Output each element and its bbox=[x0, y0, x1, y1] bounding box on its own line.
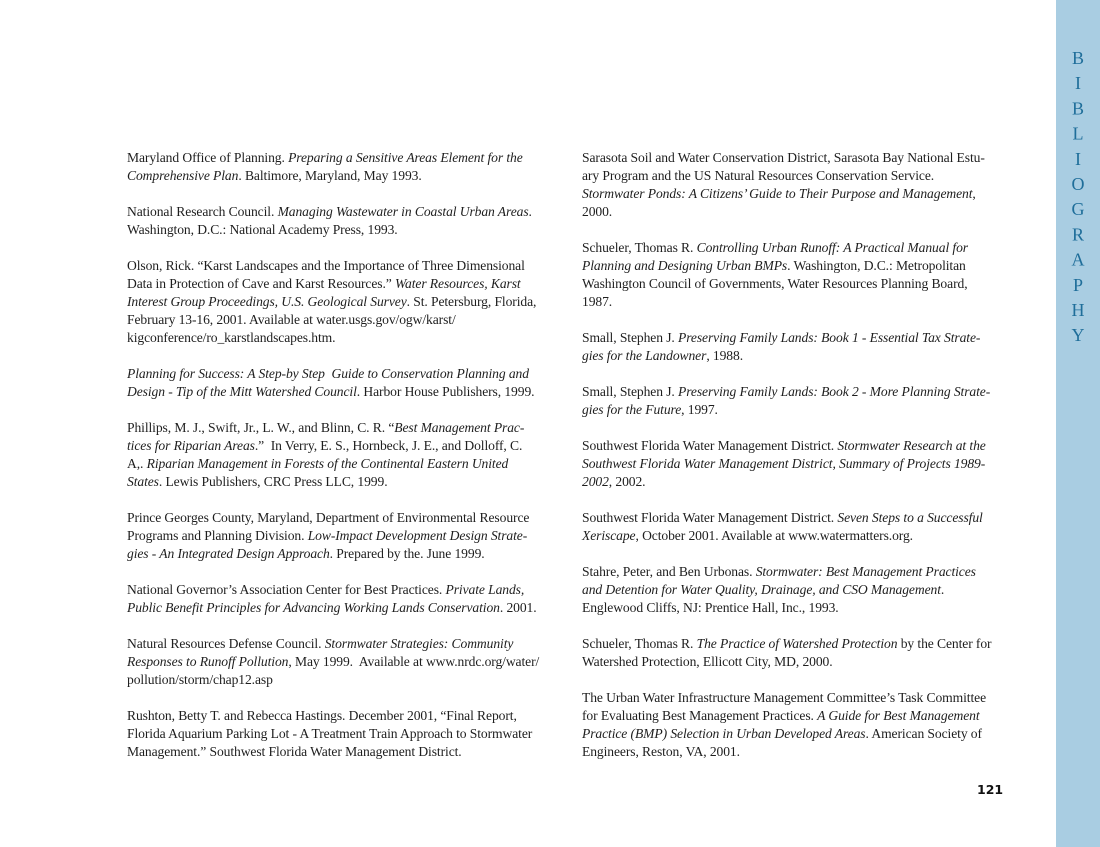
entry-line bbox=[127, 203, 567, 221]
entry-line bbox=[127, 653, 567, 671]
entry-line bbox=[582, 689, 1022, 707]
entry-line bbox=[127, 455, 567, 473]
entry-line bbox=[127, 311, 567, 329]
entry-title-text: gies - An Integrated Design Approach bbox=[127, 546, 330, 561]
bibliography-entry bbox=[582, 689, 1022, 761]
entry-title-text: tices for Riparian Areas bbox=[127, 438, 255, 453]
entry-title-text: Planning and Designing Urban BMPs bbox=[582, 258, 788, 273]
bibliography-entry bbox=[127, 707, 567, 761]
entry-title-text: Preserving Family Lands: Book 2 - More Planning Strate- bbox=[678, 384, 991, 399]
entry-line bbox=[582, 347, 1022, 365]
entry-line bbox=[127, 509, 567, 527]
entry-line bbox=[127, 527, 567, 545]
entry-line bbox=[127, 383, 567, 401]
entry-text: , 1997. bbox=[681, 402, 718, 417]
entry-spacer bbox=[127, 617, 567, 635]
entry-spacer bbox=[582, 311, 1022, 329]
entry-title-text: Seven Steps to a Successful bbox=[837, 510, 983, 525]
bibliography-entry bbox=[127, 419, 567, 491]
entry-title-text: Comprehensive Plan bbox=[127, 168, 239, 183]
entry-text: Watershed Protection, Ellicott City, MD, 2000. bbox=[582, 654, 833, 669]
entry-text: The Urban Water Infrastructure Management Committee’s Task Committee bbox=[582, 690, 987, 705]
entry-text: .” In Verry, E. S., Hornbeck, J. E., and Dolloff, C. bbox=[254, 438, 523, 453]
entry-line bbox=[127, 221, 567, 239]
entry-line bbox=[582, 707, 1022, 725]
entry-line bbox=[127, 275, 567, 293]
entry-line bbox=[582, 455, 1022, 473]
bibliography-entry bbox=[582, 239, 1022, 311]
entry-line bbox=[582, 275, 1022, 293]
entry-text: February 13-16, 2001. Available at water.usgs.gov/ogw/karst/ bbox=[127, 312, 456, 327]
entry-title-text: Stormwater: Best Management Practices bbox=[755, 564, 976, 579]
bibliography-entry bbox=[127, 257, 567, 347]
entry-title-text: Riparian Management in Forests of the Continental Eastern United bbox=[146, 456, 509, 471]
entry-spacer bbox=[127, 563, 567, 581]
entry-text: . Harbor House Publishers, 1999. bbox=[356, 384, 535, 399]
left-column bbox=[127, 149, 567, 761]
entry-title-text: and Detention for Water Quality, Drainage, and CSO Management bbox=[582, 582, 941, 597]
bibliography-entry bbox=[127, 365, 567, 401]
entry-text: Stahre, Peter, and Ben Urbonas. bbox=[582, 564, 756, 579]
entry-spacer bbox=[127, 689, 567, 707]
entry-title-text: Design - Tip of the Mitt Watershed Council bbox=[127, 384, 357, 399]
entry-line bbox=[127, 635, 567, 653]
entry-line bbox=[582, 401, 1022, 419]
entry-title-text: Stormwater Research at the bbox=[837, 438, 986, 453]
entry-line bbox=[127, 743, 567, 761]
entry-text: A,. bbox=[127, 456, 147, 471]
bibliography-entry bbox=[582, 383, 1022, 419]
entry-text: Maryland Office of Planning. bbox=[127, 150, 289, 165]
entry-text: . Prepared by the. June 1999. bbox=[329, 546, 485, 561]
entry-title-text: Southwest Florida Water Management District, Summary of Projects 1989- bbox=[582, 456, 986, 471]
entry-text: Small, Stephen J. bbox=[582, 330, 678, 345]
entry-line bbox=[582, 185, 1022, 203]
entry-text: , 2002. bbox=[608, 474, 646, 489]
entry-text: , bbox=[972, 186, 976, 201]
entry-title-text: The Practice of Watershed Protection bbox=[696, 636, 898, 651]
entry-spacer bbox=[127, 185, 567, 203]
entry-text: . 2001. bbox=[499, 600, 537, 615]
entry-title-text: 2002 bbox=[582, 474, 609, 489]
entry-line bbox=[127, 329, 567, 347]
entry-line bbox=[582, 239, 1022, 257]
entry-title-text: Public Benefit Principles for Advancing Working Lands Conservation bbox=[127, 600, 500, 615]
bibliography-entry bbox=[127, 581, 567, 617]
entry-title-text: Managing Wastewater in Coastal Urban Areas bbox=[277, 204, 529, 219]
entry-title-text: States bbox=[127, 474, 159, 489]
entry-text: Natural Resources Defense Council. bbox=[127, 636, 325, 651]
entry-title-text: Practice (BMP) Selection in Urban Developed Areas bbox=[582, 726, 866, 741]
entry-spacer bbox=[127, 347, 567, 365]
entry-line bbox=[127, 293, 567, 311]
entry-line bbox=[127, 437, 567, 455]
entry-line bbox=[127, 671, 567, 689]
entry-title-text: Controlling Urban Runoff: A Practical Manual for bbox=[696, 240, 968, 255]
entry-title-text: A Guide for Best Management bbox=[817, 708, 980, 723]
entry-text: 2000. bbox=[582, 204, 613, 219]
section-sidebar bbox=[1056, 0, 1100, 847]
entry-text: Rushton, Betty T. and Rebecca Hastings. December 2001, “Final Report, bbox=[127, 708, 517, 723]
bibliography-entry bbox=[127, 203, 567, 239]
entry-text: National Governor’s Association Center for Best Practices. bbox=[127, 582, 446, 597]
entry-line bbox=[582, 437, 1022, 455]
bibliography-entry bbox=[582, 149, 1022, 221]
entry-line bbox=[127, 581, 567, 599]
section-title: BIBLIOGRAPHY bbox=[1068, 48, 1088, 351]
entry-line bbox=[582, 203, 1022, 221]
entry-spacer bbox=[127, 401, 567, 419]
entry-text: . bbox=[528, 204, 532, 219]
entry-text: Washington, D.C.: National Academy Press, 1993. bbox=[127, 222, 398, 237]
entry-title-text: Stormwater Ponds: A Citizens’ Guide to Their Purpose and Management bbox=[582, 186, 973, 201]
entry-spacer bbox=[127, 491, 567, 509]
entry-text: Programs and Planning Division. bbox=[127, 528, 308, 543]
entry-text: Englewood Cliffs, NJ: Prentice Hall, Inc., 1993. bbox=[582, 600, 839, 615]
entry-line bbox=[582, 563, 1022, 581]
entry-text: by the Center for bbox=[897, 636, 992, 651]
entry-text: , May 1999. Available at www.nrdc.org/water/ bbox=[288, 654, 540, 669]
entry-line bbox=[127, 149, 567, 167]
entry-text: National Research Council. bbox=[127, 204, 278, 219]
entry-spacer bbox=[582, 545, 1022, 563]
entry-line bbox=[582, 599, 1022, 617]
bibliography-entry bbox=[582, 329, 1022, 365]
entry-text: , 1988. bbox=[706, 348, 743, 363]
entry-text: Sarasota Soil and Water Conservation District, Sarasota Bay National Estu- bbox=[582, 150, 985, 165]
entry-line bbox=[127, 419, 567, 437]
entry-title-text: Responses to Runoff Pollution bbox=[127, 654, 289, 669]
entry-text: Engineers, Reston, VA, 2001. bbox=[582, 744, 740, 759]
entry-title-text: Best Management Prac- bbox=[394, 420, 525, 435]
entry-spacer bbox=[582, 221, 1022, 239]
entry-title-text: Low-Impact Development Design Strate- bbox=[307, 528, 528, 543]
entry-text: Phillips, M. J., Swift, Jr., L. W., and Blinn, C. R. “ bbox=[127, 420, 395, 435]
entry-line bbox=[127, 167, 567, 185]
bibliography-entry bbox=[127, 509, 567, 563]
entry-line bbox=[582, 509, 1022, 527]
entry-line bbox=[127, 725, 567, 743]
entry-line bbox=[582, 473, 1022, 491]
entry-text: Prince Georges County, Maryland, Department of Environmental Resource bbox=[127, 510, 530, 525]
entry-title-text: Private Lands, bbox=[445, 582, 525, 597]
entry-text: . Lewis Publishers, CRC Press LLC, 1999. bbox=[158, 474, 388, 489]
entry-line bbox=[127, 599, 567, 617]
entry-line bbox=[582, 653, 1022, 671]
entry-line bbox=[127, 257, 567, 275]
entry-line bbox=[582, 149, 1022, 167]
entry-text: Florida Aquarium Parking Lot - A Treatment Train Approach to Stormwater bbox=[127, 726, 533, 741]
entry-text: Schueler, Thomas R. bbox=[582, 636, 697, 651]
entry-line bbox=[127, 707, 567, 725]
right-column bbox=[582, 149, 1022, 761]
entry-title-text: Water Resources, Karst bbox=[395, 276, 521, 291]
entry-line bbox=[582, 329, 1022, 347]
entry-title-text: Preparing a Sensitive Areas Element for the bbox=[288, 150, 523, 165]
entry-title-text: Stormwater Strategies: Community bbox=[324, 636, 514, 651]
entry-title-text: gies for the Future bbox=[582, 402, 682, 417]
entry-spacer bbox=[582, 671, 1022, 689]
entry-line bbox=[582, 257, 1022, 275]
bibliography-entry bbox=[582, 635, 1022, 671]
entry-spacer bbox=[582, 491, 1022, 509]
entry-line bbox=[582, 635, 1022, 653]
entry-text: Management.” Southwest Florida Water Management District. bbox=[127, 744, 462, 759]
entry-text: Washington Council of Governments, Water Resources Planning Board, bbox=[582, 276, 968, 291]
entry-text: for Evaluating Best Management Practices. bbox=[582, 708, 818, 723]
entry-title-text: Planning for Success: A Step-by Step Guide to Conservation Planning and bbox=[127, 366, 529, 381]
entry-text: 1987. bbox=[582, 294, 613, 309]
entry-text: Southwest Florida Water Management District. bbox=[582, 438, 838, 453]
entry-text: , October 2001. Available at www.watermatters.org. bbox=[635, 528, 913, 543]
entry-title-text: Xeriscape bbox=[582, 528, 636, 543]
entry-title-text: gies for the Landowner bbox=[582, 348, 707, 363]
bibliography-entry bbox=[582, 509, 1022, 545]
entry-spacer bbox=[582, 419, 1022, 437]
entry-text: Olson, Rick. “Karst Landscapes and the Importance of Three Dimensional bbox=[127, 258, 525, 273]
bibliography-entry bbox=[127, 635, 567, 689]
entry-line bbox=[582, 725, 1022, 743]
entry-line bbox=[127, 545, 567, 563]
entry-text: ary Program and the US Natural Resources Conservation Service. bbox=[582, 168, 935, 183]
entry-title-text: Interest Group Proceedings, U.S. Geological Survey bbox=[127, 294, 407, 309]
entry-line bbox=[127, 473, 567, 491]
entry-line bbox=[582, 581, 1022, 599]
entry-text: Schueler, Thomas R. bbox=[582, 240, 697, 255]
entry-spacer bbox=[582, 617, 1022, 635]
entry-spacer bbox=[582, 365, 1022, 383]
page-number: 121 bbox=[977, 782, 1004, 797]
entry-title-text: Preserving Family Lands: Book 1 - Essential Tax Strate- bbox=[678, 330, 981, 345]
bibliography-entry bbox=[582, 437, 1022, 491]
bibliography-entry bbox=[127, 149, 567, 185]
entry-text: . bbox=[940, 582, 945, 597]
entry-line bbox=[582, 167, 1022, 185]
entry-text: Small, Stephen J. bbox=[582, 384, 678, 399]
entry-text: kigconference/ro_karstlandscapes.htm. bbox=[127, 330, 336, 345]
bibliography-entry bbox=[582, 563, 1022, 617]
entry-line bbox=[582, 743, 1022, 761]
entry-text: pollution/storm/chap12.asp bbox=[127, 672, 273, 687]
entry-line bbox=[127, 365, 567, 383]
entry-text: . Baltimore, Maryland, May 1993. bbox=[238, 168, 422, 183]
entry-spacer bbox=[127, 239, 567, 257]
entry-line bbox=[582, 383, 1022, 401]
entry-text: Southwest Florida Water Management District. bbox=[582, 510, 838, 525]
entry-line bbox=[582, 527, 1022, 545]
entry-line bbox=[582, 293, 1022, 311]
entry-text: . St. Petersburg, Florida, bbox=[406, 294, 537, 309]
entry-text: . Washington, D.C.: Metropolitan bbox=[787, 258, 966, 273]
entry-text: Data in Protection of Cave and Karst Resources.” bbox=[127, 276, 396, 291]
entry-text: . American Society of bbox=[865, 726, 982, 741]
